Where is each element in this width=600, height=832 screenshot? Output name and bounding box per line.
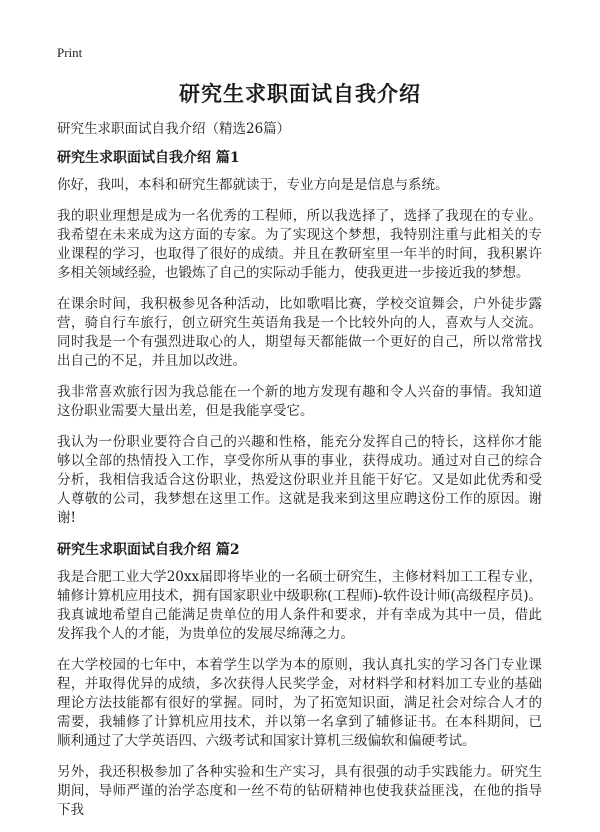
section-heading: 研究生求职面试自我介绍 篇2 [57,542,240,558]
paragraph: 我是合肥工业大学20xx届即将毕业的一名硕士研究生，主修材料加工工程专业，辅修计算机应用技术，拥有国家职业中级职称(工程师)-软件设计师(高级程序员)。我真诚地希望自己能满足贵单位的用人条件和要求，并有幸成为其中一员，借此发挥我个人的才能，为贵单位的发展尽绵薄之力。 [57,569,542,642]
paragraph: 在课余时间，我积极参见各种活动，比如歌唱比赛，学校交谊舞会，户外徒步露营，骑自行车旅行，创立研究生英语角我是一个比较外向的人，喜欢与人交流。同时我是一个有强烈进取心的人，期望每天都能做一个更好的自己，所以常常找出自己的不足，并且加以改进。 [57,296,542,369]
paragraph: 在大学校园的七年中，本着学生以学为本的原则，我认真扎实的学习各门专业课程，并取得优异的成绩，多次获得人民奖学金，对材料学和材料加工专业的基础理论方法技能都有很好的掌握。同时，为了拓宽知识面，满足社会对综合人才的需要，我辅修了计算机应用技术，并以第一名拿到了辅修证书。在本科期间，已顺利通过了大学英语四、六级考试和国家计算机三级偏软和偏硬考试。 [57,657,542,749]
paragraph: 我非常喜欢旅行因为我总能在一个新的地方发现有趣和令人兴奋的事情。我知道这份职业需要大量出差，但是我能享受它。 [57,384,542,419]
document-title: 研究生求职面试自我介绍 [179,81,421,106]
section-2 [57,540,542,820]
section-heading: 研究生求职面试自我介绍 篇1 [57,150,240,166]
paragraph: 另外，我还积极参加了各种实验和生产实习，具有很强的动手实践能力。研究生期间，导师严谨的治学态度和一丝不苟的钻研精神也使我获益匪浅，在他的指导下我 [57,764,542,818]
document-body [57,120,542,832]
print-link[interactable]: Print [57,45,83,60]
paragraph: 我认为一份职业要符合自己的兴趣和性格，能充分发挥自己的特长，这样你才能够以全部的热情投入工作，享受你所从事的事业，获得成功。通过对自己的综合分析，我相信我适合这份职业，热爱这份职业并且能干好它。又是如此优秀和受人尊敬的公司，我梦想在这里工作。这就是我来到这里应聘这份工作的原因。谢谢! [57,434,542,526]
paragraph: 我的职业理想是成为一名优秀的工程师，所以我选择了，选择了我现在的专业。我希望在未来成为这方面的专家。为了实现这个梦想，我特别注重与此相关的专业课程的学习，也取得了很好的成绩。并且在教研室里一年半的时间，我积累许多相关领域经验，也锻炼了自己的实际动手能力，使我更进一步接近我的梦想。 [57,208,542,281]
paragraph: 你好，我叫，本科和研究生都就读于，专业方向是是信息与系统。 [57,177,449,193]
section-1 [57,148,542,528]
document-subtitle: 研究生求职面试自我介绍（精选26篇） [57,121,291,137]
